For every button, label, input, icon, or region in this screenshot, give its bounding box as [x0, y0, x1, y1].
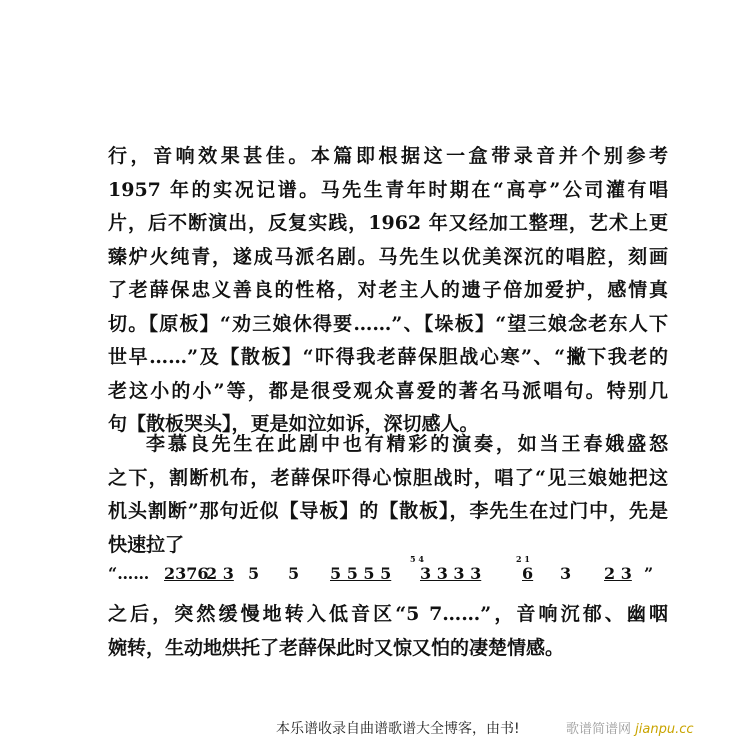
- jianpu-notation-line: [108, 556, 668, 592]
- text-line: 片，后不断演出，反复实践，1962 年又经加工整理，艺术上更: [108, 212, 668, 234]
- grace-mark: 2 1: [516, 554, 530, 564]
- text-line: 行，音响效果甚佳。本篇即根据这一盒带录音并个别参考: [108, 145, 668, 167]
- text-line: 之后，突然缓慢地转入低音区“5 7……”，音响沉郁、幽咽: [108, 603, 668, 625]
- paragraph-2: [108, 428, 668, 562]
- note-group: 2376: [164, 564, 209, 583]
- note: 5: [288, 564, 300, 583]
- note: 5: [248, 564, 260, 583]
- quote-close: ”: [644, 564, 654, 583]
- note-group: 2 3: [604, 564, 632, 583]
- watermark-text: 歌谱简谱网: [566, 722, 632, 737]
- site-watermark: [566, 718, 694, 737]
- text-line: 机头割断”那句近似【导板】的【散板】，李先生在过门中，先是: [108, 500, 668, 522]
- grace-mark: 5 4: [410, 554, 424, 564]
- text-line: 了老薛保忠义善良的性格，对老主人的遗子倍加爱护，感情真: [108, 279, 668, 301]
- text-line: 李慕良先生在此剧中也有精彩的演奏，如当王春娥盛怒: [146, 433, 668, 455]
- note-group: 3 3 3 3: [420, 564, 482, 583]
- text-line: 句【散板哭头】，更是如泣如诉，深切感人。: [108, 413, 479, 435]
- text-line: 切。【原板】“劝三娘休得要……”、【垛板】“望三娘念老东人下: [108, 312, 668, 335]
- text-line: 婉转，生动地烘托了老薛保此时又惊又怕的凄楚情感。: [108, 636, 565, 659]
- quote-open: “……: [108, 564, 150, 583]
- text-line: 之下，割断机布，老薛保吓得心惊胆战时，唱了“见三娘她把这: [108, 466, 668, 489]
- text-line: 快速拉了: [108, 533, 185, 556]
- text-line: 老这小的小”等，都是很受观众喜爱的著名马派唱句。特别几: [108, 379, 668, 402]
- note: 6: [522, 564, 534, 583]
- note-group: 5 5 5 5: [330, 564, 392, 583]
- note: 3: [560, 564, 572, 583]
- paragraph-1: [108, 140, 668, 442]
- note-group: 2 3: [206, 564, 234, 583]
- text-line: 1957 年的实况记谱。马先生青年时期在“高亭”公司灌有唱: [108, 178, 668, 201]
- footer-note: 本乐谱收录自曲谱歌谱大全博客，由书!: [276, 721, 520, 737]
- watermark-brand: jianpu.cc: [635, 722, 694, 737]
- text-line: 世早……”及【散板】“吓得我老薛保胆战心寒”、“撇下我老的: [108, 346, 668, 368]
- text-line: 臻炉火纯青，遂成马派名剧。马先生以优美深沉的唱腔，刻画: [108, 245, 668, 268]
- paragraph-3: [108, 598, 668, 665]
